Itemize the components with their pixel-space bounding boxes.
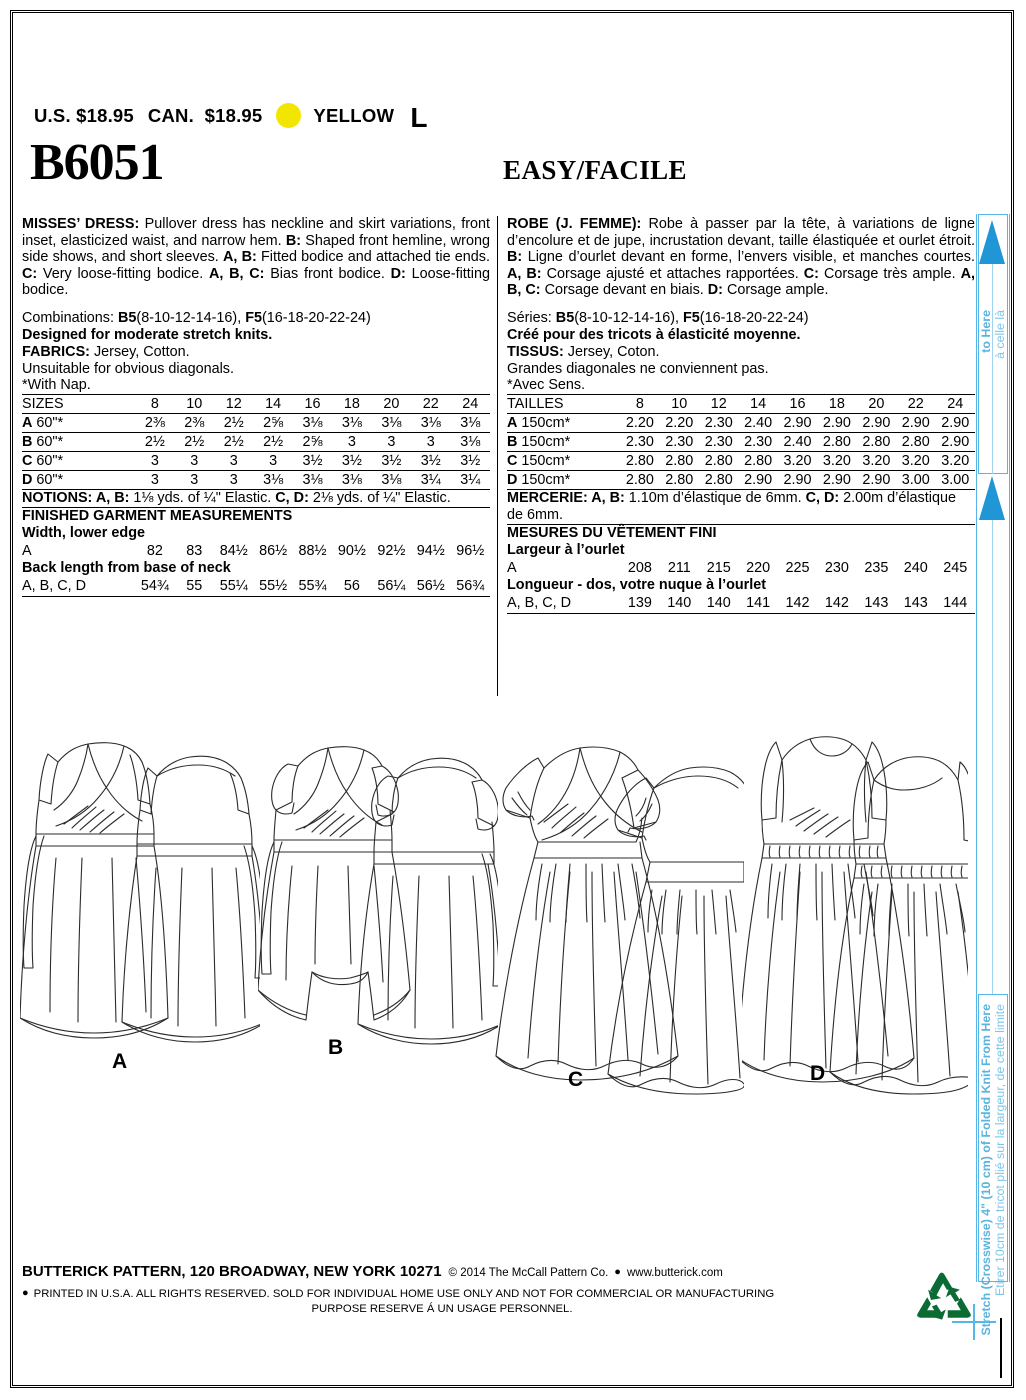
size-col: 20 — [857, 395, 896, 414]
gauge-to-here-en: to Here — [979, 310, 993, 353]
cell: 225 — [785, 559, 810, 576]
cell: 2½ — [214, 433, 253, 452]
cell: 2.90 — [817, 471, 856, 490]
cell: 2.40 — [778, 433, 817, 452]
cell: 2.80 — [857, 433, 896, 452]
sizes-label: SIZES — [22, 395, 135, 414]
yardage-row-label: A 60"* — [22, 414, 135, 433]
size-col: 24 — [450, 395, 490, 414]
table-row — [22, 542, 490, 561]
footer-purpose-line: PURPOSE RESERVE Á UN USAGE PERSONNEL. — [311, 1303, 573, 1315]
cell: 2.80 — [699, 452, 738, 471]
yardage-row-label: B 60"* — [22, 433, 135, 452]
recycle-icon — [914, 1272, 974, 1328]
row-label: A — [507, 559, 517, 576]
cell: 55 — [186, 578, 203, 595]
cell: 2.80 — [660, 452, 699, 471]
size-col: 12 — [214, 395, 253, 414]
cell: 245 — [943, 559, 968, 576]
cell: 2.90 — [738, 471, 777, 490]
cell: 2⅝ — [253, 414, 292, 433]
cell: 144 — [943, 595, 968, 612]
cell: 2.90 — [935, 414, 975, 433]
cell: 142 — [785, 595, 810, 612]
table-row — [507, 433, 975, 452]
gauge-midline — [992, 520, 993, 994]
row-label: A — [22, 542, 32, 559]
cell: 3.20 — [778, 452, 817, 471]
cell: 140 — [706, 595, 731, 612]
cell: 2.40 — [738, 414, 777, 433]
cell: 2.30 — [620, 433, 659, 452]
french-stretch-note: Créé pour des tricots à élasticité moyenne. — [507, 326, 801, 343]
cell: 143 — [864, 595, 889, 612]
cell: 2.90 — [896, 414, 935, 433]
size-col: 22 — [896, 395, 935, 414]
cell: 88½ — [298, 542, 327, 559]
table-row — [507, 471, 975, 490]
english-width-table — [22, 542, 490, 561]
cell: 143 — [903, 595, 928, 612]
cell: 3⅛ — [372, 414, 411, 433]
cell: 3 — [214, 452, 253, 471]
cell: 3 — [175, 452, 214, 471]
view-letter-c: C — [568, 1068, 584, 1091]
cell: 55¼ — [219, 578, 248, 595]
size-col: 14 — [253, 395, 292, 414]
footer-bullet: ● — [22, 1287, 29, 1299]
english-finished-heading: FINISHED GARMENT MEASUREMENTS — [22, 507, 293, 524]
table-header-row — [22, 395, 490, 414]
view-illustration-b — [258, 706, 498, 1266]
table-row — [507, 414, 975, 433]
cell: 3⅛ — [332, 471, 371, 490]
cell: 2½ — [253, 433, 292, 452]
footer-address-line — [22, 1262, 902, 1283]
cell: 55½ — [259, 578, 288, 595]
cell: 3.20 — [817, 452, 856, 471]
size-col: 8 — [620, 395, 659, 414]
french-width-table — [507, 559, 975, 578]
cell: 235 — [864, 559, 889, 576]
row-label: A, B, C, D — [507, 595, 571, 612]
cell: 3⅛ — [293, 414, 332, 433]
view-letter-b: B — [328, 1036, 344, 1059]
cell: 3.00 — [935, 471, 975, 490]
cell: 2.30 — [699, 414, 738, 433]
cell: 2.90 — [857, 471, 896, 490]
cell: 3½ — [372, 452, 411, 471]
cell: 211 — [667, 559, 691, 576]
size-col: 10 — [175, 395, 214, 414]
cell: 3½ — [411, 452, 450, 471]
view-letter-d: D — [810, 1062, 826, 1085]
cell: 3 — [175, 471, 214, 490]
view-illustration-d — [742, 706, 968, 1266]
french-notions: MERCERIE: A, B: 1.10m d’élastique de 6mm. C, D: 2.00m d’élastique de 6mm. — [507, 490, 956, 523]
cell: 83 — [186, 542, 203, 559]
size-col: 10 — [660, 395, 699, 414]
cell: 2.30 — [660, 433, 699, 452]
view-illustration-c — [494, 706, 744, 1266]
cell: 3½ — [332, 452, 371, 471]
english-yardage-table — [22, 394, 490, 490]
table-row — [22, 577, 490, 596]
cell: 2.80 — [896, 433, 935, 452]
footer-rights-line — [22, 1287, 902, 1302]
cell: 2.90 — [778, 414, 817, 433]
cell: 86½ — [259, 542, 288, 559]
cell: 90½ — [337, 542, 366, 559]
cell: 96½ — [456, 542, 485, 559]
yardage-row-label: A 150cm* — [507, 414, 620, 433]
cell: 139 — [627, 595, 652, 612]
difficulty-label: EASY/FACILE — [503, 155, 687, 185]
yardage-row-label: D 60"* — [22, 471, 135, 490]
cell: 3½ — [450, 452, 490, 471]
cell: 240 — [903, 559, 928, 576]
price-can: CAN. $18.95 — [147, 104, 263, 126]
yardage-row-label: C 150cm* — [507, 452, 620, 471]
footer-address: BUTTERICK PATTERN, 120 BROADWAY, NEW YORK 10271 — [22, 1263, 442, 1280]
french-width-heading: Largeur à l’ourlet — [507, 541, 625, 558]
yardage-row-label: D 150cm* — [507, 471, 620, 490]
cell: 3⅛ — [293, 471, 332, 490]
footer — [22, 1262, 902, 1317]
french-combinations: Séries: B5(8-10-12-14-16), F5(16-18-20-22-24) — [507, 309, 809, 326]
column-divider — [497, 216, 498, 696]
cell: 2.90 — [817, 414, 856, 433]
cell: 84½ — [219, 542, 248, 559]
cell: 56 — [343, 578, 360, 595]
cell: 2.80 — [817, 433, 856, 452]
cell: 82 — [146, 542, 163, 559]
gauge-midline — [992, 264, 993, 474]
english-width-heading: Width, lower edge — [22, 524, 145, 541]
table-header-row — [507, 395, 975, 414]
table-row — [507, 559, 975, 578]
cell: 56½ — [416, 578, 445, 595]
cell: 2.30 — [738, 433, 777, 452]
price-us: U.S. $18.95 — [34, 104, 134, 126]
cell: 3 — [253, 452, 292, 471]
gauge-label-en: Stretch (Crosswise) 4" (10 cm) of Folded Knit From Here — [979, 1004, 993, 1336]
english-column — [22, 216, 490, 597]
view-letter-a: A — [112, 1050, 128, 1073]
page-title: B6051 — [30, 134, 164, 191]
cell: 56¾ — [456, 578, 485, 595]
size-col: 16 — [778, 395, 817, 414]
cell: 230 — [824, 559, 849, 576]
cell: 2½ — [175, 433, 214, 452]
color-name: YELLOW — [313, 104, 395, 126]
trim-tick-mark — [1000, 1318, 1002, 1378]
table-row — [22, 452, 490, 471]
envelope-size: L — [410, 102, 428, 134]
cell: 3⅛ — [450, 414, 490, 433]
size-col: 18 — [817, 395, 856, 414]
cell: 3 — [135, 452, 174, 471]
cell: 141 — [746, 595, 771, 612]
cell: 3.20 — [896, 452, 935, 471]
french-nap-note: *Avec Sens. — [507, 377, 586, 394]
yellow-dot-icon — [276, 103, 301, 128]
cell: 2.90 — [778, 471, 817, 490]
size-col: 8 — [135, 395, 174, 414]
cell: 3.20 — [857, 452, 896, 471]
size-col: 16 — [293, 395, 332, 414]
cell: 2⅝ — [293, 433, 332, 452]
size-col: 18 — [332, 395, 371, 414]
english-fabrics: FABRICS: Jersey, Cotton. — [22, 343, 190, 360]
table-row — [22, 414, 490, 433]
table-row — [22, 471, 490, 490]
price-row — [34, 102, 428, 134]
cell: 92½ — [377, 542, 406, 559]
footer-website: www.butterick.com — [626, 1267, 723, 1279]
cell: 3⅛ — [372, 471, 411, 490]
cell: 55¾ — [298, 578, 327, 595]
cell: 3.20 — [935, 452, 975, 471]
gauge-to-here-fr: à celle là — [993, 310, 1007, 359]
french-yardage-table — [507, 394, 975, 490]
size-col: 22 — [411, 395, 450, 414]
gauge-arrow-bottom-icon — [979, 476, 1005, 520]
french-column — [507, 216, 975, 614]
stretch-gauge — [976, 214, 1010, 1336]
table-row — [507, 594, 975, 613]
size-col: 14 — [738, 395, 777, 414]
cell: 2.30 — [699, 433, 738, 452]
english-stretch-note: Designed for moderate stretch knits. — [22, 326, 273, 343]
french-description: ROBE (J. FEMME): Robe à passer par la tête, à variations de ligne d’encolure et de jupe, incrustation devant, taille élastiquée et ourlet étroit. B: Ligne d’ourlet devant en forme, l’envers visible, et manches courtes. A, B: Corsage ajusté et attaches rapportées. C: Corsage très ample. A, B, C: Corsage devant en biais. D: Corsage ample. — [507, 216, 976, 299]
view-illustration-a — [20, 706, 260, 1266]
cell: 220 — [746, 559, 771, 576]
cell: 2½ — [135, 433, 174, 452]
english-length-heading: Back length from base of neck — [22, 560, 231, 577]
yardage-row-label: C 60"* — [22, 452, 135, 471]
cell: 2.80 — [620, 452, 659, 471]
yardage-row-label: B 150cm* — [507, 433, 620, 452]
cell: 3⅛ — [332, 414, 371, 433]
cell: 140 — [667, 595, 692, 612]
cell: 3.00 — [896, 471, 935, 490]
cell: 3 — [214, 471, 253, 490]
size-col: 12 — [699, 395, 738, 414]
size-col: 20 — [372, 395, 411, 414]
gauge-label-fr: Etirer 10cm de tricot plié sur la largeur, de cette limite — [993, 1004, 1007, 1296]
cell: 3⅛ — [411, 414, 450, 433]
row-label: A, B, C, D — [22, 578, 86, 595]
gauge-arrow-top-icon — [979, 220, 1005, 264]
cell: 3¼ — [411, 471, 450, 490]
cell: 56¼ — [377, 578, 406, 595]
cell: 142 — [824, 595, 849, 612]
cell: 2.20 — [620, 414, 659, 433]
english-combinations: Combinations: B5(8-10-12-14-16), F5(16-18-20-22-24) — [22, 309, 371, 326]
cell: 215 — [706, 559, 731, 576]
cell: 3⅛ — [450, 433, 490, 452]
rule — [507, 613, 975, 614]
cell: 3 — [332, 433, 371, 452]
cell: 3¼ — [450, 471, 490, 490]
table-row — [22, 433, 490, 452]
illustration-panel — [20, 706, 968, 1266]
cell: 208 — [627, 559, 652, 576]
french-finished-heading: MESURES DU VÊTEMENT FINI — [507, 524, 717, 541]
cell: 54¾ — [140, 578, 169, 595]
cell: 2⅜ — [175, 414, 214, 433]
french-length-table — [507, 594, 975, 614]
cell: 3 — [135, 471, 174, 490]
french-fabrics: TISSUS: Jersey, Coton. — [507, 343, 660, 360]
cell: 94½ — [416, 542, 445, 559]
cell: 2.80 — [620, 471, 659, 490]
cell: 3⅛ — [253, 471, 292, 490]
size-col: 24 — [935, 395, 975, 414]
french-unsuitable: Grandes diagonales ne conviennent pas. — [507, 360, 769, 377]
english-unsuitable: Unsuitable for obvious diagonals. — [22, 360, 234, 377]
rule — [22, 596, 490, 597]
cell: 2.90 — [935, 433, 975, 452]
cell: 3 — [411, 433, 450, 452]
table-row — [507, 452, 975, 471]
cell: 2.90 — [857, 414, 896, 433]
sizes-label: TAILLES — [507, 395, 620, 414]
cell: 2½ — [214, 414, 253, 433]
english-nap-note: *With Nap. — [22, 377, 91, 394]
footer-copyright: © 2014 The McCall Pattern Co. — [448, 1267, 609, 1279]
cell: 2.80 — [699, 471, 738, 490]
english-notions: NOTIONS: A, B: 1⅛ yds. of ¼" Elastic. C, D: 2⅛ yds. of ¼" Elastic. — [22, 490, 451, 507]
cell: 2.80 — [738, 452, 777, 471]
cell: 2.80 — [660, 471, 699, 490]
cell: 3½ — [293, 452, 332, 471]
french-length-heading: Longueur - dos, votre nuque à l’ourlet — [507, 577, 767, 594]
footer-bullet: ● — [614, 1266, 621, 1278]
english-description: MISSES’ DRESS: Pullover dress has neckline and skirt variations, front inset, elasticized waist, and narrow hem. B: Shaped front hemline, wrong side shows, and short sleeves. A, B: Fitted bodice and attached tie ends. C: Very loose-fitting bodice. A, B, C: Bias front bodice. D: Loose-fitting bodice. — [22, 216, 490, 299]
footer-rights-text: PRINTED IN U.S.A. ALL RIGHTS RESERVED. SOLD FOR INDIVIDUAL HOME USE ONLY AND NOT FOR COMMERCIAL OR MANUFACTURING — [33, 1288, 775, 1300]
cell: 2⅜ — [135, 414, 174, 433]
english-length-table — [22, 577, 490, 597]
cell: 2.20 — [660, 414, 699, 433]
cell: 3 — [372, 433, 411, 452]
